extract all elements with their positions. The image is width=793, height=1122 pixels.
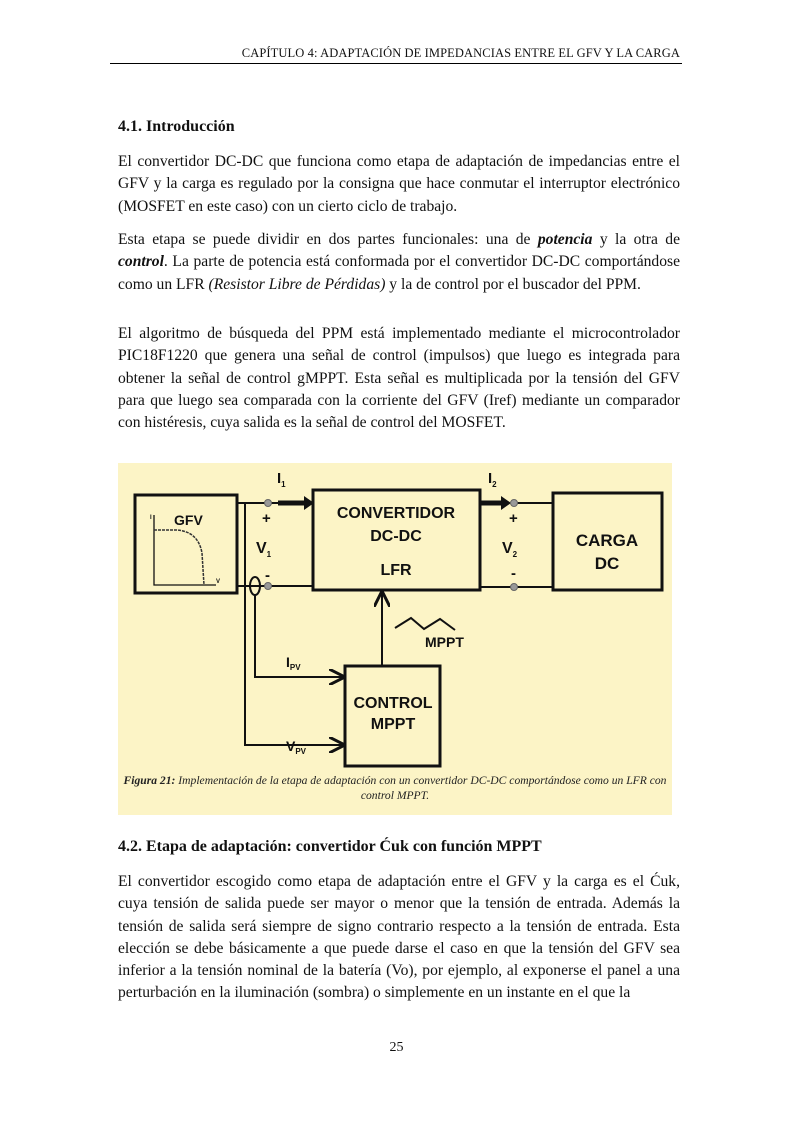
v2-label: $V_2$ xyxy=(502,540,518,559)
convertidor-label: CONVERTIDOR xyxy=(336,505,456,522)
paragraph-2 xyxy=(118,229,680,296)
gfv-label: GFV xyxy=(174,512,203,528)
dcdc-label: DC-DC xyxy=(370,528,422,545)
caption-label: Figura 21: xyxy=(123,774,176,787)
carga-label: CARGA xyxy=(575,531,639,550)
axis-v-label: V xyxy=(216,579,221,585)
axis-i-label: I xyxy=(150,515,152,521)
minus-sign-in: - xyxy=(265,567,270,584)
mppt-waveform xyxy=(395,618,455,630)
italic-lfr-definition: (Resistor Libre de Pérdidas) xyxy=(208,275,386,293)
terminal xyxy=(511,500,518,507)
paragraph-1: El convertidor DC-DC que funciona como etapa de adaptación de impedancias entre el GFV y la carga es regulado por la consigna que hace conmutar el interruptor electrónico (MOSFET en este caso) con un cierto ciclo de trabajo. xyxy=(118,153,680,215)
block-diagram xyxy=(118,463,672,773)
section-title-introduccion: 4.1. Introducción xyxy=(118,118,235,135)
section-title-etapa-adaptacion: 4.2. Etapa de adaptación: convertidor Ćuk con función MPPT xyxy=(118,838,542,855)
i2-label: $I_2$ xyxy=(488,470,497,489)
text-run: . La parte de potencia está conformada por el convertidor DC-DC comportándose como un LFR xyxy=(118,253,680,293)
text-run: y la otra de xyxy=(592,231,680,248)
i1-label: $I_1$ xyxy=(277,470,286,489)
paragraph-4: El convertidor escogido como etapa de adaptación entre el GFV y la carga es el Ćuk, cuya tensión de salida puede ser mayor o menor que la tensión de entrada. Además la tensión de salida será siempre de signo contrario respecto a la tensión de entrada. Esta elección se debe básicamente a que puede darse el caso en que la tensión del GFV sea inferior a la tensión nominal de la batería (Vo), por ejemplo, al exponerse el panel a una perturbación en la iluminación (sombra) o simplemente en un instante en el que la xyxy=(118,873,680,1002)
running-header: CAPÍTULO 4: ADAPTACIÓN DE IMPEDANCIAS ENTRE EL GFV Y LA CARGA xyxy=(241,46,680,60)
figure-caption xyxy=(118,773,672,803)
v1-label: $V_1$ xyxy=(256,540,272,559)
dc-label: DC xyxy=(594,554,620,573)
control-mppt-label: MPPT xyxy=(370,716,416,733)
lfr-label: LFR xyxy=(380,562,412,579)
iv-curve xyxy=(154,530,204,585)
text-run: y la de control por el buscador del PPM. xyxy=(385,275,641,293)
text-run: Esta etapa se puede dividir en dos partes funcionales: una de xyxy=(118,231,538,248)
caption-text: Implementación de la etapa de adaptación con un convertidor DC-DC comportándose como un LFR con control MPPT. xyxy=(175,774,667,802)
figure-21 xyxy=(118,463,672,815)
mppt-label: MPPT xyxy=(425,634,464,650)
paragraph-3: El algoritmo de búsqueda del PPM está implementado mediante el microcontrolador PIC18F1220 que genera una señal de control (impulsos) que luego es integrada para obtener la señal de control gMPPT. Esta señal es multiplicada por la tensión del GFV para que luego sea comparada con la corriente del GFV (Iref) mediante un comparador con histéresis, cuya salida es la señal de control del MOSFET. xyxy=(118,325,680,432)
emphasis-control: control xyxy=(118,253,164,271)
gfv-box xyxy=(135,495,237,593)
terminal xyxy=(511,584,518,591)
vpv-label: $V_{PV}$ xyxy=(286,738,307,756)
ipv-label: $I_{PV}$ xyxy=(286,654,301,672)
emphasis-potencia: potencia xyxy=(537,231,593,248)
terminal xyxy=(265,500,272,507)
page-number: 25 xyxy=(389,1040,404,1055)
minus-sign-out: - xyxy=(511,565,516,582)
control-label: CONTROL xyxy=(353,695,433,712)
header-rule xyxy=(110,63,682,64)
plus-sign-out: + xyxy=(509,510,518,527)
plus-sign-in: + xyxy=(262,510,271,527)
